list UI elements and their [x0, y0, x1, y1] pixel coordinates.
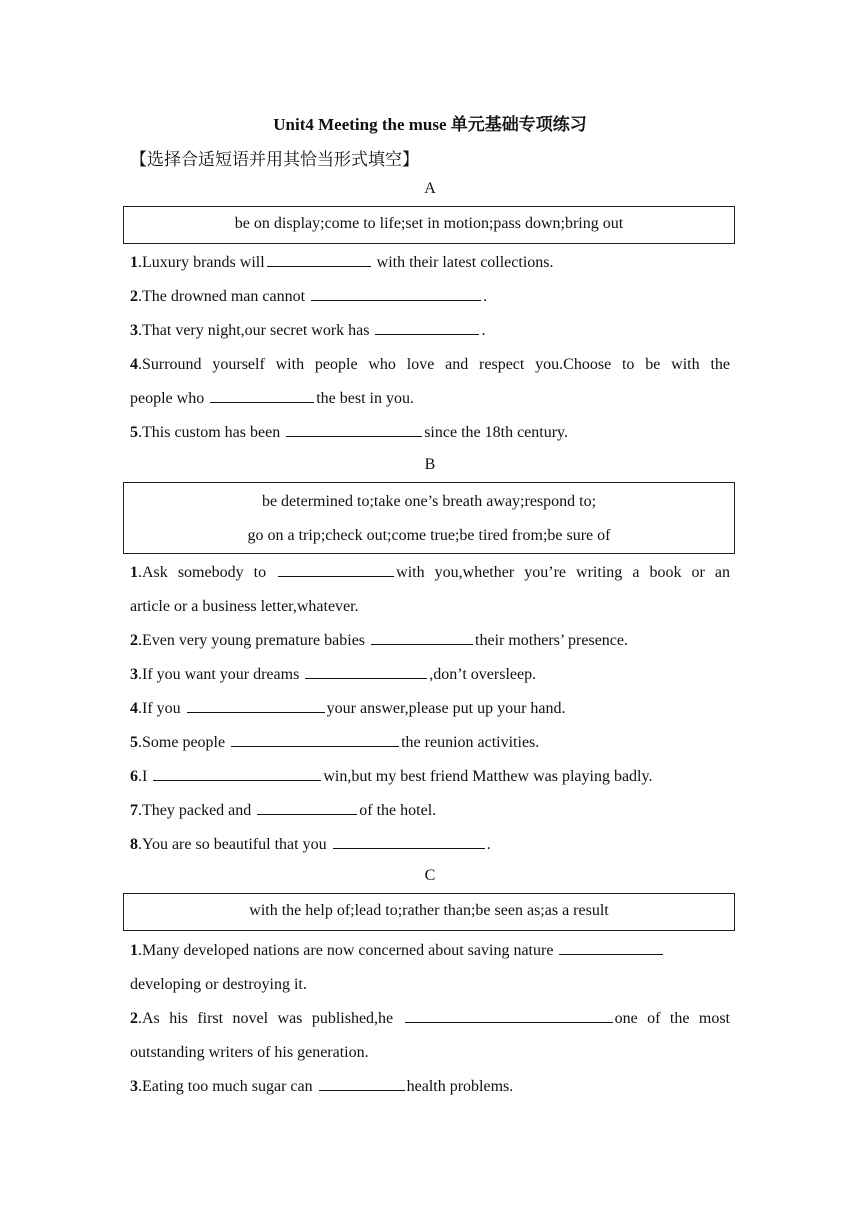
question-text: article or a business letter,whatever.	[130, 598, 359, 615]
question-text: .Ask somebody to	[138, 564, 277, 581]
answer-blank[interactable]	[210, 388, 314, 403]
question-text: .	[481, 322, 486, 339]
answer-blank[interactable]	[153, 766, 321, 781]
question-text: .They packed and	[138, 802, 256, 819]
answer-blank[interactable]	[311, 286, 481, 301]
section-b-phrases-line-1: be determined to;take one’s breath away;respond to;	[261, 493, 597, 510]
b-question-4	[130, 692, 730, 726]
question-text: developing or destroying it.	[130, 976, 307, 993]
c-question-1	[130, 934, 730, 968]
question-text: .Eating too much sugar can	[138, 1078, 317, 1095]
question-text: with you,whether you’re writing a book or an	[396, 564, 731, 581]
question-text: one of the most	[614, 1010, 730, 1027]
worksheet-title: Unit4 Meeting the muse 单元基础专项练习	[273, 115, 587, 134]
instruction: 【选择合适短语并用其恰当形式填空】	[130, 150, 419, 169]
question-text: their mothers’ presence.	[475, 632, 628, 649]
answer-blank[interactable]	[319, 1076, 405, 1091]
question-number: 6	[130, 768, 138, 785]
b-question-6	[130, 760, 730, 794]
a-question-5	[130, 416, 730, 450]
question-text: the reunion activities.	[401, 734, 540, 751]
question-text: people who	[130, 390, 209, 407]
question-text: of the hotel.	[359, 802, 437, 819]
question-text: .I	[138, 768, 152, 785]
question-text: .If you want your dreams	[138, 666, 304, 683]
question-number: 3	[130, 322, 138, 339]
question-number: 2	[130, 288, 138, 305]
question-text: the best in you.	[316, 390, 414, 407]
question-text: .Many developed nations are now concerned about saving nature	[138, 942, 558, 959]
question-number: 1	[130, 942, 138, 959]
c-question-2-cont	[130, 1036, 730, 1070]
section-c-phrase-box	[123, 893, 735, 931]
b-question-1	[130, 556, 730, 590]
question-number: 7	[130, 802, 138, 819]
question-text: .If you	[138, 700, 185, 717]
section-b-phrases-line-2: go on a trip;check out;come true;be tired from;be sure of	[247, 527, 611, 544]
a-question-3	[130, 314, 730, 348]
section-b-phrase-box	[123, 482, 735, 554]
question-number: 4	[130, 356, 138, 373]
c-question-1-cont	[130, 968, 730, 1002]
question-number: 3	[130, 1078, 138, 1095]
b-question-5	[130, 726, 730, 760]
question-text: .	[483, 288, 488, 305]
section-a-label: A	[424, 180, 436, 197]
question-text: your answer,please put up your hand.	[326, 700, 566, 717]
question-number: 5	[130, 424, 138, 441]
question-text: .That very night,our secret work has	[138, 322, 374, 339]
answer-blank[interactable]	[286, 422, 422, 437]
question-number: 2	[130, 632, 138, 649]
question-number: 1	[130, 564, 138, 581]
question-number: 3	[130, 666, 138, 683]
question-number: 4	[130, 700, 138, 717]
answer-blank[interactable]	[278, 562, 394, 577]
b-question-1-cont	[130, 590, 730, 624]
question-text: .Luxury brands will	[138, 254, 265, 271]
answer-blank[interactable]	[333, 834, 485, 849]
c-question-2	[130, 1002, 730, 1036]
question-number: 8	[130, 836, 138, 853]
answer-blank[interactable]	[231, 732, 399, 747]
question-text: win,but my best friend Matthew was playing badly.	[323, 768, 653, 785]
c-question-3	[130, 1070, 730, 1104]
question-text: outstanding writers of his generation.	[130, 1044, 369, 1061]
answer-blank[interactable]	[267, 252, 371, 267]
b-question-8	[130, 828, 730, 862]
question-text: .As his first novel was published,he	[138, 1010, 403, 1027]
question-number: 2	[130, 1010, 138, 1027]
section-b-label: B	[424, 456, 436, 473]
question-text: .Surround yourself with people who love and respect you.Choose to be with the	[138, 356, 730, 373]
question-text: .Even very young premature babies	[138, 632, 370, 649]
question-text: .	[486, 836, 491, 853]
question-text: .You are so beautiful that you	[138, 836, 331, 853]
question-text: with their latest collections.	[372, 254, 554, 271]
section-c-phrases: with the help of;lead to;rather than;be seen as;as a result	[249, 902, 609, 919]
question-text: ,don’t oversleep.	[429, 666, 537, 683]
b-question-3	[130, 658, 730, 692]
question-text: .Some people	[138, 734, 230, 751]
answer-blank[interactable]	[559, 940, 663, 955]
answer-blank[interactable]	[187, 698, 325, 713]
a-question-2	[130, 280, 730, 314]
b-question-7	[130, 794, 730, 828]
answer-blank[interactable]	[257, 800, 357, 815]
question-text: health problems.	[406, 1078, 514, 1095]
question-text: .The drowned man cannot	[138, 288, 310, 305]
question-text: since the 18th century.	[424, 424, 569, 441]
section-a-phrase-box	[123, 206, 735, 244]
section-a-phrases: be on display;come to life;set in motion;pass down;bring out	[234, 215, 624, 232]
answer-blank[interactable]	[375, 320, 479, 335]
question-text: .This custom has been	[138, 424, 285, 441]
answer-blank[interactable]	[371, 630, 473, 645]
a-question-4-cont	[130, 382, 730, 416]
question-number: 5	[130, 734, 138, 751]
question-number: 1	[130, 254, 138, 271]
answer-blank[interactable]	[305, 664, 427, 679]
a-question-4	[130, 348, 730, 382]
answer-blank[interactable]	[405, 1008, 613, 1023]
section-c-label: C	[424, 867, 436, 884]
a-question-1	[130, 246, 730, 280]
b-question-2	[130, 624, 730, 658]
